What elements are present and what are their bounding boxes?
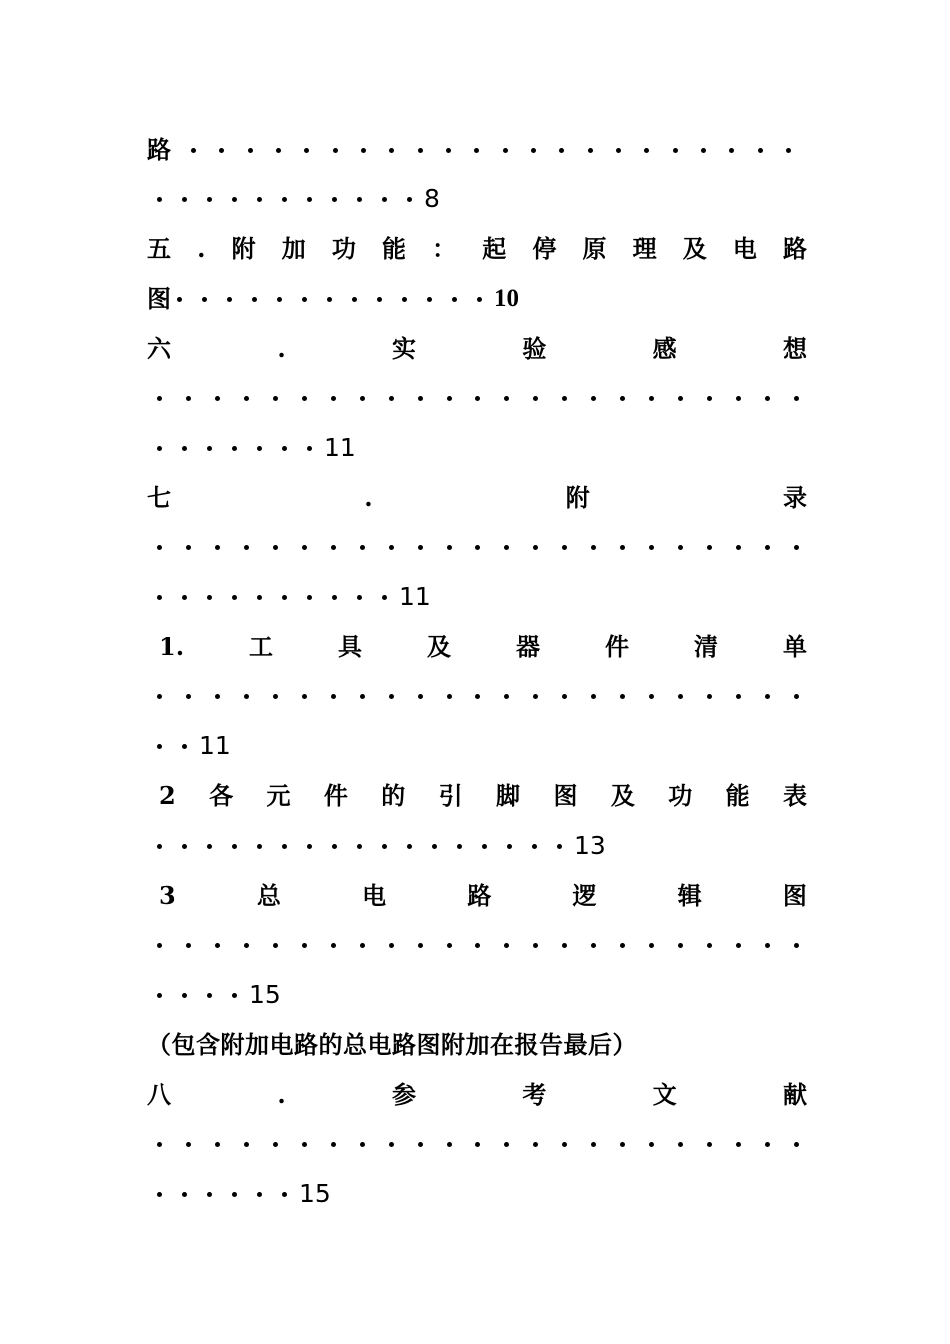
leader-dots	[147, 925, 807, 965]
toc-char: 路	[782, 234, 807, 263]
toc-line-3	[147, 229, 807, 269]
leader-dots	[171, 148, 807, 153]
leader-dots	[147, 378, 807, 418]
toc-char: 录	[782, 483, 807, 512]
leader-dots	[147, 527, 807, 567]
toc-char: 电	[362, 881, 387, 910]
leader-dots	[147, 676, 807, 716]
page-number: 11	[399, 582, 431, 611]
toc-char: 实	[392, 334, 417, 363]
toc-char: 逻	[572, 881, 597, 910]
leader-dots	[147, 197, 422, 202]
page-number: 13	[574, 831, 606, 860]
toc-char: 件	[323, 781, 348, 810]
toc-char: 的	[381, 781, 406, 810]
toc-line-12	[147, 676, 807, 716]
toc-char: 工	[249, 632, 274, 661]
leader-dots	[147, 993, 247, 998]
toc-char: ：	[432, 234, 457, 263]
leader-dots	[147, 1192, 297, 1197]
toc-line-21	[147, 1124, 807, 1164]
toc-char: 及	[427, 632, 452, 661]
toc-char: 附	[565, 483, 590, 512]
toc-char: 引	[438, 781, 463, 810]
toc-line-17	[147, 925, 807, 965]
toc-line-18	[147, 975, 807, 1015]
toc-char: 功	[668, 781, 693, 810]
toc-char: 具	[338, 632, 363, 661]
toc-char: 各	[209, 781, 234, 810]
toc-char: 图	[782, 881, 807, 910]
leader-dots	[171, 297, 492, 302]
toc-head-char: 图	[147, 284, 171, 313]
toc-char: 停	[532, 234, 557, 263]
page-number: 15	[249, 980, 281, 1009]
toc-line-14	[147, 776, 807, 816]
toc-char: 原	[582, 234, 607, 263]
leader-dots	[147, 844, 572, 849]
toc-line-11	[147, 627, 807, 667]
toc-char: 感	[652, 334, 677, 363]
toc-char: 能	[725, 781, 750, 810]
toc-line-20	[147, 1075, 807, 1115]
toc-char: 脚	[496, 781, 521, 810]
toc-line-16	[147, 876, 807, 916]
toc-char: 五	[147, 234, 171, 263]
toc-char: 1.	[159, 632, 185, 661]
toc-char: .	[277, 1080, 286, 1109]
toc-char: 元	[266, 781, 291, 810]
leader-dots	[147, 446, 322, 451]
toc-line-9	[147, 527, 807, 567]
toc-char: 总	[256, 881, 281, 910]
toc-char: 及	[610, 781, 635, 810]
toc-char: 器	[516, 632, 540, 661]
page-number: 11	[324, 433, 356, 462]
toc-char: .	[364, 483, 373, 512]
toc-char: 件	[604, 632, 629, 661]
toc-char: 电	[732, 234, 757, 263]
leader-dots	[147, 595, 397, 600]
toc-char: 理	[632, 234, 657, 263]
toc-note: （包含附加电路的总电路图附加在报告最后）	[147, 1030, 637, 1059]
toc-char: .	[277, 334, 286, 363]
toc-line-13	[147, 726, 807, 766]
page-number: 8	[424, 184, 440, 213]
toc-line-10	[147, 577, 807, 617]
toc-char: 2	[159, 781, 176, 810]
toc-char: 路	[467, 881, 492, 910]
toc-char: 图	[553, 781, 578, 810]
toc-line-22	[147, 1174, 807, 1214]
toc-line-7	[147, 428, 807, 468]
toc-char: 八	[147, 1080, 171, 1109]
toc-line-6	[147, 378, 807, 418]
toc-line-5	[147, 329, 807, 369]
page-number: 11	[199, 731, 231, 760]
leader-dots	[147, 1124, 807, 1164]
toc-line-2	[147, 179, 807, 219]
toc-char: 加	[281, 234, 306, 263]
toc-char: 清	[693, 632, 718, 661]
toc-char: 附	[231, 234, 256, 263]
toc-char: 献	[783, 1080, 807, 1109]
toc-char: 表	[783, 781, 807, 810]
page-number: 10	[494, 285, 519, 312]
toc-char: 考	[522, 1080, 547, 1109]
toc-line-4	[147, 279, 807, 319]
toc-line-15	[147, 826, 807, 866]
toc-char: 验	[522, 334, 547, 363]
toc-char: 单	[782, 632, 807, 661]
toc-char: 起	[482, 234, 507, 263]
toc-char: 3	[159, 881, 176, 910]
toc-char: 文	[652, 1080, 677, 1109]
toc-line-8	[147, 478, 807, 518]
toc-char: 及	[682, 234, 707, 263]
toc-char: 能	[381, 234, 406, 263]
page-number: 15	[299, 1179, 331, 1208]
toc-head-char: 路	[147, 135, 171, 164]
toc-char: 功	[331, 234, 356, 263]
toc-char: 想	[783, 334, 807, 363]
leader-dots	[147, 744, 197, 749]
toc-char: 参	[392, 1080, 417, 1109]
toc-char: 七	[147, 483, 171, 512]
toc-char: 六	[147, 334, 171, 363]
toc-char: 辑	[677, 881, 702, 910]
toc-line-1	[147, 130, 807, 170]
toc-char: .	[197, 234, 206, 263]
